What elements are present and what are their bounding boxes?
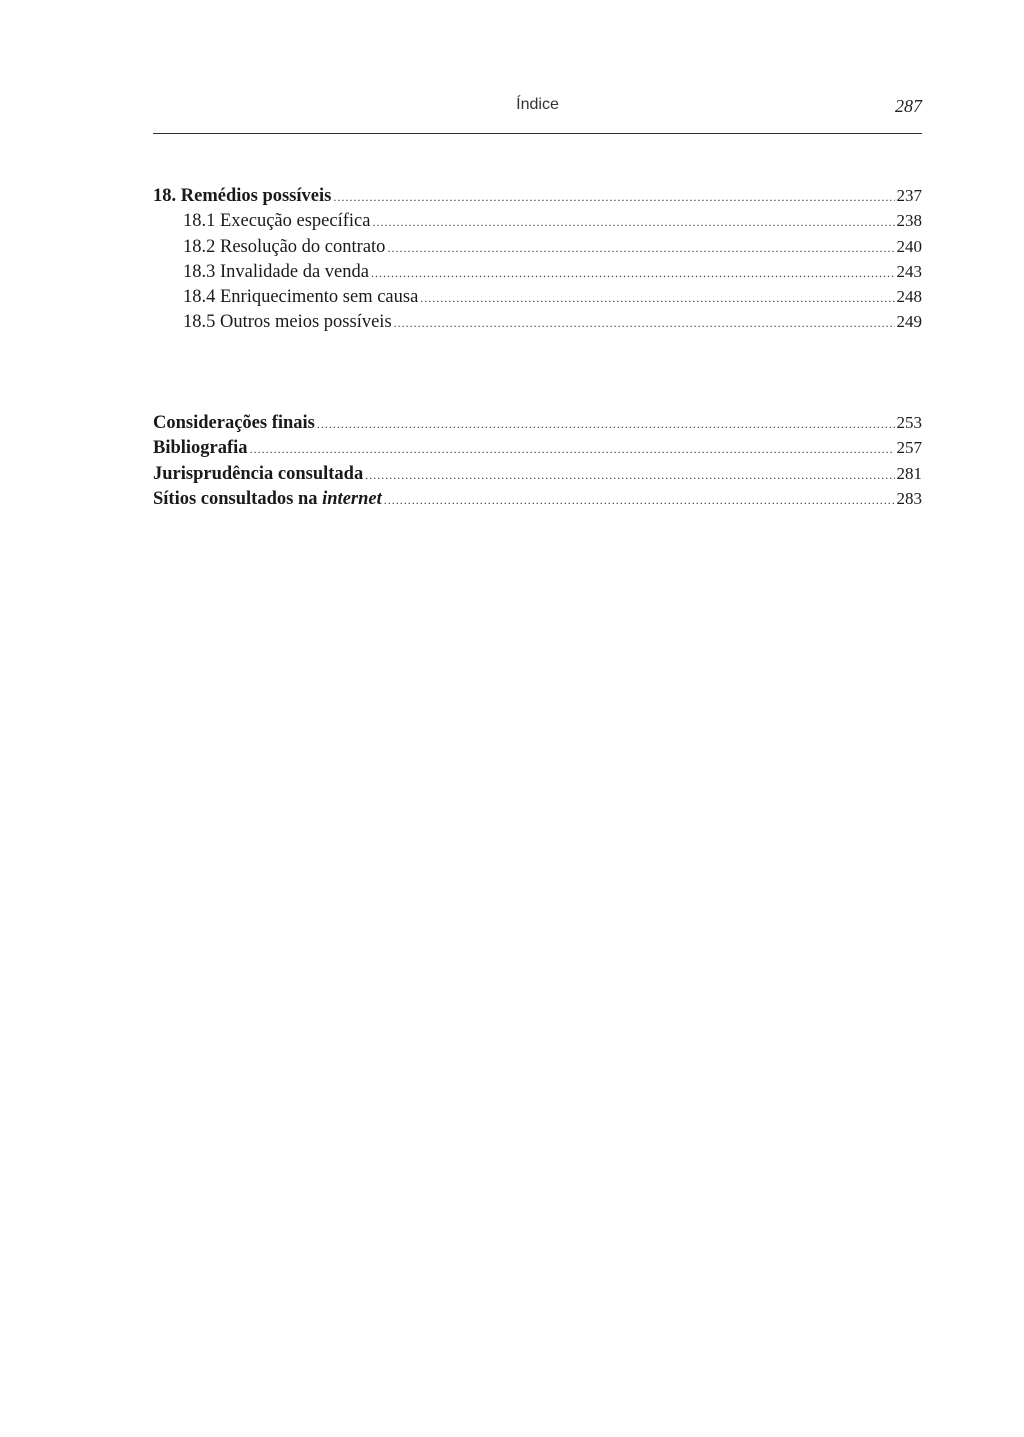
toc-entry-page: 237	[896, 186, 922, 205]
dot-leader	[420, 286, 894, 311]
toc-entry-label: 18.5 Outros meios possíveis	[183, 312, 392, 333]
toc-entry-label: 18.4 Enriquecimento sem causa	[183, 287, 419, 308]
dot-leader	[387, 236, 894, 261]
dot-leader	[394, 311, 895, 336]
dot-leader	[371, 261, 895, 286]
toc-entry[interactable]	[153, 208, 922, 233]
toc-entry-label: 18.3 Invalidade da venda	[183, 261, 369, 282]
toc-entry[interactable]	[153, 410, 922, 435]
dot-leader	[372, 210, 894, 235]
toc-entry-label: 18. Remédios possíveis	[153, 186, 332, 206]
toc-entry[interactable]	[153, 461, 922, 486]
toc-entry-page: 243	[896, 261, 922, 281]
toc-entry-page: 281	[896, 463, 922, 483]
dot-leader	[365, 463, 894, 488]
toc-entry-page: 257	[896, 438, 922, 458]
toc-entry-page: 248	[896, 287, 922, 307]
dot-leader	[333, 185, 894, 210]
toc-entry-label: Jurisprudência consultada	[153, 463, 364, 484]
page-header	[153, 92, 922, 122]
toc-entry[interactable]	[153, 234, 922, 259]
toc-entry-label-roman: Sítios consultados na	[153, 488, 323, 509]
toc-entry-label	[153, 487, 382, 512]
dot-leader	[317, 412, 895, 437]
toc-entry-label: 18.2 Resolução do contrato	[183, 236, 386, 257]
toc-entry-label: 18.1 Execução específica	[183, 211, 371, 232]
toc-entry-label: Considerações finais	[153, 413, 315, 433]
table-of-contents-back-matter	[153, 410, 922, 511]
toc-entry[interactable]	[153, 309, 922, 334]
toc-entry[interactable]	[153, 435, 922, 460]
table-of-contents-chapter-18	[153, 183, 922, 335]
toc-entry-page: 283	[896, 488, 922, 508]
header-divider	[153, 133, 922, 134]
page-number: 287	[895, 96, 922, 116]
toc-entry-label-italic: internet	[322, 488, 382, 509]
dot-leader	[384, 488, 895, 513]
toc-entry[interactable]	[153, 284, 922, 309]
toc-entry-label: Bibliografia	[153, 438, 248, 459]
toc-entry-page: 249	[896, 312, 922, 332]
dot-leader	[250, 437, 892, 462]
toc-entry[interactable]	[153, 183, 922, 208]
running-header-title: Índice	[516, 96, 559, 113]
toc-entry-page: 253	[896, 413, 922, 432]
toc-entry-page: 240	[896, 236, 922, 256]
toc-entry[interactable]	[153, 486, 922, 511]
toc-entry-page: 238	[896, 211, 922, 231]
toc-entry[interactable]	[153, 259, 922, 284]
